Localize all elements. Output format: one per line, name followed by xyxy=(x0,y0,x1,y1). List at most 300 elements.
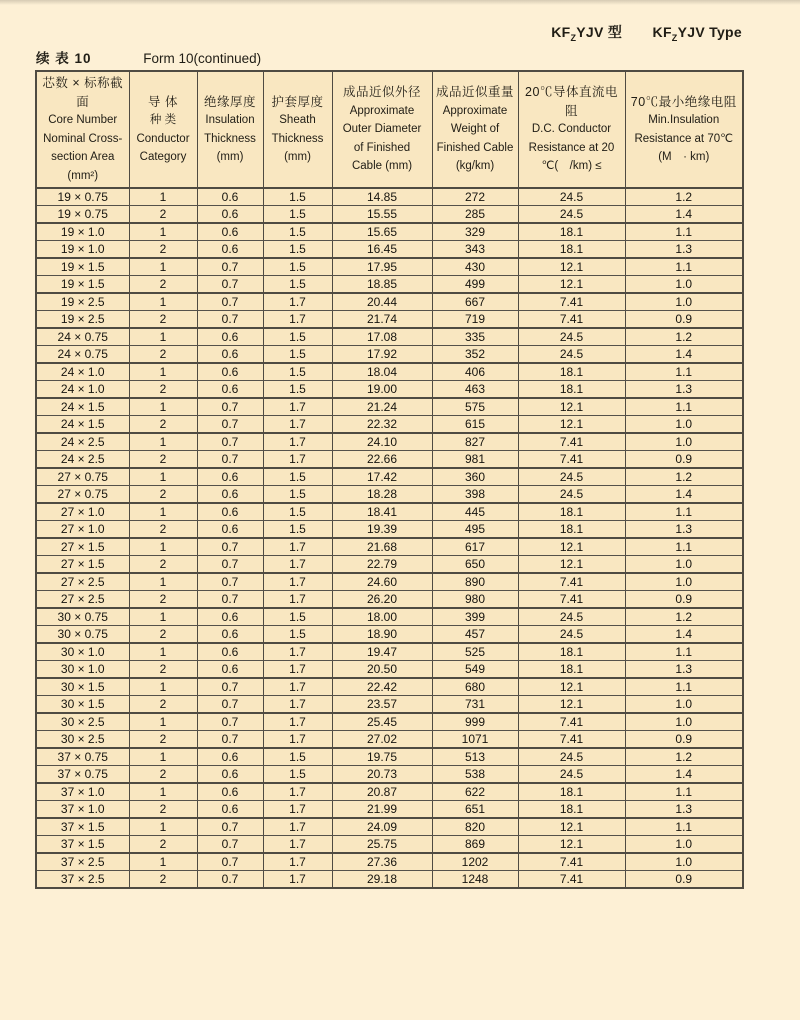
table-row xyxy=(36,293,743,311)
cell-min-insulation-resistance: 1.0 xyxy=(625,713,743,731)
cell-weight: 617 xyxy=(432,538,518,556)
cell-conductor-category: 1 xyxy=(129,853,197,871)
cell-core-size: 19 × 1.0 xyxy=(36,223,129,241)
table-row xyxy=(36,258,743,276)
cell-sheath-thickness: 1.7 xyxy=(263,783,332,801)
table-row xyxy=(36,801,743,819)
cell-conductor-category: 1 xyxy=(129,573,197,591)
column-header-sheath-thickness: 护套厚度 Sheath Thickness (mm) xyxy=(263,71,332,188)
table-row xyxy=(36,818,743,836)
cell-outer-diameter: 27.02 xyxy=(332,731,432,749)
cell-conductor-category: 2 xyxy=(129,276,197,294)
cell-min-insulation-resistance: 1.4 xyxy=(625,206,743,224)
cell-dc-resistance: 18.1 xyxy=(518,783,625,801)
page-title xyxy=(551,22,742,43)
cell-min-insulation-resistance: 1.3 xyxy=(625,801,743,819)
table-row xyxy=(36,416,743,434)
cell-weight: 890 xyxy=(432,573,518,591)
cell-sheath-thickness: 1.7 xyxy=(263,836,332,854)
cell-dc-resistance: 12.1 xyxy=(518,678,625,696)
cell-outer-diameter: 25.45 xyxy=(332,713,432,731)
cell-min-insulation-resistance: 1.1 xyxy=(625,503,743,521)
cell-outer-diameter: 20.73 xyxy=(332,766,432,784)
cell-weight: 285 xyxy=(432,206,518,224)
cell-conductor-category: 1 xyxy=(129,293,197,311)
cell-core-size: 27 × 0.75 xyxy=(36,468,129,486)
cell-min-insulation-resistance: 1.1 xyxy=(625,643,743,661)
cell-sheath-thickness: 1.5 xyxy=(263,258,332,276)
table-row xyxy=(36,223,743,241)
cell-insulation-thickness: 0.7 xyxy=(197,258,263,276)
cell-sheath-thickness: 1.5 xyxy=(263,626,332,644)
cell-dc-resistance: 7.41 xyxy=(518,713,625,731)
cell-weight: 549 xyxy=(432,661,518,679)
cell-insulation-thickness: 0.6 xyxy=(197,188,263,206)
cell-conductor-category: 2 xyxy=(129,206,197,224)
table-row xyxy=(36,643,743,661)
cell-min-insulation-resistance: 0.9 xyxy=(625,311,743,329)
cell-conductor-category: 2 xyxy=(129,241,197,259)
cell-conductor-category: 2 xyxy=(129,556,197,574)
cell-sheath-thickness: 1.7 xyxy=(263,713,332,731)
table-row xyxy=(36,783,743,801)
cell-sheath-thickness: 1.5 xyxy=(263,468,332,486)
cell-sheath-thickness: 1.5 xyxy=(263,363,332,381)
cell-conductor-category: 2 xyxy=(129,836,197,854)
cell-core-size: 30 × 0.75 xyxy=(36,626,129,644)
cell-weight: 680 xyxy=(432,678,518,696)
cell-core-size: 30 × 1.5 xyxy=(36,678,129,696)
cell-core-size: 19 × 2.5 xyxy=(36,311,129,329)
table-row xyxy=(36,398,743,416)
cell-insulation-thickness: 0.7 xyxy=(197,433,263,451)
cell-sheath-thickness: 1.7 xyxy=(263,591,332,609)
table-body xyxy=(36,188,743,888)
cell-conductor-category: 1 xyxy=(129,748,197,766)
cell-core-size: 27 × 2.5 xyxy=(36,591,129,609)
cell-sheath-thickness: 1.7 xyxy=(263,556,332,574)
table-row xyxy=(36,836,743,854)
cell-insulation-thickness: 0.6 xyxy=(197,206,263,224)
table-row xyxy=(36,276,743,294)
cell-dc-resistance: 18.1 xyxy=(518,503,625,521)
cell-outer-diameter: 24.10 xyxy=(332,433,432,451)
cell-insulation-thickness: 0.7 xyxy=(197,696,263,714)
cell-sheath-thickness: 1.5 xyxy=(263,503,332,521)
cell-outer-diameter: 17.95 xyxy=(332,258,432,276)
cell-dc-resistance: 24.5 xyxy=(518,486,625,504)
cell-sheath-thickness: 1.5 xyxy=(263,346,332,364)
cell-conductor-category: 2 xyxy=(129,591,197,609)
cell-insulation-thickness: 0.7 xyxy=(197,853,263,871)
cell-outer-diameter: 19.47 xyxy=(332,643,432,661)
cell-core-size: 27 × 1.0 xyxy=(36,521,129,539)
cell-outer-diameter: 18.85 xyxy=(332,276,432,294)
cell-insulation-thickness: 0.6 xyxy=(197,626,263,644)
table-caption xyxy=(36,47,261,67)
cell-min-insulation-resistance: 1.2 xyxy=(625,608,743,626)
column-header-conductor-category: 导 体 种 类 Conductor Category xyxy=(129,71,197,188)
cell-insulation-thickness: 0.6 xyxy=(197,241,263,259)
cell-dc-resistance: 18.1 xyxy=(518,223,625,241)
cell-min-insulation-resistance: 1.4 xyxy=(625,346,743,364)
cell-conductor-category: 1 xyxy=(129,328,197,346)
cell-sheath-thickness: 1.5 xyxy=(263,223,332,241)
cell-sheath-thickness: 1.7 xyxy=(263,293,332,311)
cell-sheath-thickness: 1.7 xyxy=(263,643,332,661)
cell-core-size: 19 × 1.5 xyxy=(36,258,129,276)
cell-insulation-thickness: 0.6 xyxy=(197,223,263,241)
column-header-min-insulation-resistance: 70℃最小绝缘电阻 Min.Insulation Resistance at 70℃ (M · km) xyxy=(625,71,743,188)
cell-core-size: 37 × 1.0 xyxy=(36,783,129,801)
cell-weight: 538 xyxy=(432,766,518,784)
cell-dc-resistance: 18.1 xyxy=(518,241,625,259)
table-row xyxy=(36,661,743,679)
cell-insulation-thickness: 0.6 xyxy=(197,346,263,364)
cell-weight: 499 xyxy=(432,276,518,294)
cell-sheath-thickness: 1.7 xyxy=(263,451,332,469)
cell-conductor-category: 1 xyxy=(129,398,197,416)
cell-conductor-category: 2 xyxy=(129,801,197,819)
cell-insulation-thickness: 0.6 xyxy=(197,661,263,679)
cell-sheath-thickness: 1.7 xyxy=(263,398,332,416)
cell-sheath-thickness: 1.5 xyxy=(263,748,332,766)
cell-dc-resistance: 7.41 xyxy=(518,311,625,329)
cell-sheath-thickness: 1.5 xyxy=(263,486,332,504)
cell-weight: 398 xyxy=(432,486,518,504)
cell-dc-resistance: 24.5 xyxy=(518,206,625,224)
cell-sheath-thickness: 1.7 xyxy=(263,871,332,889)
cell-insulation-thickness: 0.7 xyxy=(197,678,263,696)
cell-outer-diameter: 18.28 xyxy=(332,486,432,504)
cell-outer-diameter: 23.57 xyxy=(332,696,432,714)
cell-core-size: 19 × 0.75 xyxy=(36,206,129,224)
cell-dc-resistance: 18.1 xyxy=(518,363,625,381)
cell-insulation-thickness: 0.6 xyxy=(197,486,263,504)
table-row xyxy=(36,521,743,539)
cell-dc-resistance: 7.41 xyxy=(518,591,625,609)
cell-sheath-thickness: 1.5 xyxy=(263,766,332,784)
cell-outer-diameter: 26.20 xyxy=(332,591,432,609)
cell-weight: 329 xyxy=(432,223,518,241)
cell-min-insulation-resistance: 1.3 xyxy=(625,241,743,259)
cell-sheath-thickness: 1.7 xyxy=(263,801,332,819)
cell-min-insulation-resistance: 1.0 xyxy=(625,416,743,434)
table-row xyxy=(36,871,743,889)
cell-dc-resistance: 12.1 xyxy=(518,556,625,574)
cell-weight: 445 xyxy=(432,503,518,521)
cell-outer-diameter: 25.75 xyxy=(332,836,432,854)
cell-dc-resistance: 24.5 xyxy=(518,608,625,626)
cell-weight: 513 xyxy=(432,748,518,766)
cell-sheath-thickness: 1.5 xyxy=(263,206,332,224)
cell-conductor-category: 1 xyxy=(129,643,197,661)
cell-dc-resistance: 24.5 xyxy=(518,346,625,364)
cell-core-size: 30 × 2.5 xyxy=(36,731,129,749)
cell-weight: 463 xyxy=(432,381,518,399)
cell-sheath-thickness: 1.5 xyxy=(263,608,332,626)
cell-outer-diameter: 18.41 xyxy=(332,503,432,521)
cell-core-size: 19 × 0.75 xyxy=(36,188,129,206)
cell-conductor-category: 1 xyxy=(129,188,197,206)
cell-dc-resistance: 12.1 xyxy=(518,538,625,556)
cell-sheath-thickness: 1.5 xyxy=(263,241,332,259)
cell-core-size: 37 × 0.75 xyxy=(36,748,129,766)
cell-insulation-thickness: 0.6 xyxy=(197,328,263,346)
table-row xyxy=(36,591,743,609)
table-caption-zh: 续 表 10 xyxy=(36,51,92,66)
cell-weight: 575 xyxy=(432,398,518,416)
cell-weight: 981 xyxy=(432,451,518,469)
cell-insulation-thickness: 0.7 xyxy=(197,818,263,836)
cell-insulation-thickness: 0.7 xyxy=(197,311,263,329)
cell-outer-diameter: 18.90 xyxy=(332,626,432,644)
cell-min-insulation-resistance: 1.0 xyxy=(625,556,743,574)
cell-sheath-thickness: 1.5 xyxy=(263,328,332,346)
cell-weight: 272 xyxy=(432,188,518,206)
cell-outer-diameter: 22.66 xyxy=(332,451,432,469)
table-row xyxy=(36,713,743,731)
cell-insulation-thickness: 0.6 xyxy=(197,748,263,766)
cell-min-insulation-resistance: 1.4 xyxy=(625,486,743,504)
cell-conductor-category: 1 xyxy=(129,433,197,451)
cell-insulation-thickness: 0.6 xyxy=(197,783,263,801)
table-row xyxy=(36,311,743,329)
cell-core-size: 24 × 0.75 xyxy=(36,328,129,346)
cell-min-insulation-resistance: 1.4 xyxy=(625,766,743,784)
cell-weight: 820 xyxy=(432,818,518,836)
cell-core-size: 19 × 2.5 xyxy=(36,293,129,311)
cell-min-insulation-resistance: 1.1 xyxy=(625,783,743,801)
cell-dc-resistance: 12.1 xyxy=(518,398,625,416)
cell-weight: 980 xyxy=(432,591,518,609)
cell-conductor-category: 2 xyxy=(129,626,197,644)
cell-conductor-category: 2 xyxy=(129,486,197,504)
cell-dc-resistance: 18.1 xyxy=(518,521,625,539)
cell-outer-diameter: 19.75 xyxy=(332,748,432,766)
cell-insulation-thickness: 0.6 xyxy=(197,801,263,819)
cell-outer-diameter: 17.08 xyxy=(332,328,432,346)
cell-outer-diameter: 21.99 xyxy=(332,801,432,819)
cell-core-size: 27 × 1.5 xyxy=(36,556,129,574)
cell-insulation-thickness: 0.7 xyxy=(197,276,263,294)
cell-weight: 651 xyxy=(432,801,518,819)
cell-insulation-thickness: 0.7 xyxy=(197,451,263,469)
cell-min-insulation-resistance: 1.2 xyxy=(625,328,743,346)
cell-dc-resistance: 7.41 xyxy=(518,451,625,469)
cell-weight: 667 xyxy=(432,293,518,311)
cell-insulation-thickness: 0.7 xyxy=(197,416,263,434)
cell-core-size: 37 × 2.5 xyxy=(36,871,129,889)
cell-weight: 406 xyxy=(432,363,518,381)
cell-min-insulation-resistance: 1.0 xyxy=(625,293,743,311)
cell-conductor-category: 1 xyxy=(129,363,197,381)
cell-min-insulation-resistance: 1.0 xyxy=(625,433,743,451)
cell-min-insulation-resistance: 1.0 xyxy=(625,573,743,591)
cell-min-insulation-resistance: 1.2 xyxy=(625,748,743,766)
cell-sheath-thickness: 1.5 xyxy=(263,521,332,539)
cell-sheath-thickness: 1.7 xyxy=(263,678,332,696)
cell-dc-resistance: 7.41 xyxy=(518,731,625,749)
cell-outer-diameter: 20.87 xyxy=(332,783,432,801)
cell-core-size: 27 × 2.5 xyxy=(36,573,129,591)
cell-core-size: 37 × 1.5 xyxy=(36,836,129,854)
cell-dc-resistance: 24.5 xyxy=(518,328,625,346)
cell-insulation-thickness: 0.6 xyxy=(197,521,263,539)
cell-outer-diameter: 16.45 xyxy=(332,241,432,259)
table-row xyxy=(36,206,743,224)
table-row xyxy=(36,451,743,469)
cell-core-size: 30 × 1.5 xyxy=(36,696,129,714)
cell-conductor-category: 2 xyxy=(129,451,197,469)
cell-conductor-category: 2 xyxy=(129,381,197,399)
cell-weight: 352 xyxy=(432,346,518,364)
cell-min-insulation-resistance: 1.0 xyxy=(625,836,743,854)
cell-weight: 399 xyxy=(432,608,518,626)
cell-conductor-category: 1 xyxy=(129,818,197,836)
table-row xyxy=(36,328,743,346)
cell-insulation-thickness: 0.6 xyxy=(197,381,263,399)
cell-min-insulation-resistance: 1.0 xyxy=(625,696,743,714)
cell-insulation-thickness: 0.7 xyxy=(197,871,263,889)
cell-outer-diameter: 15.65 xyxy=(332,223,432,241)
cell-outer-diameter: 22.42 xyxy=(332,678,432,696)
table-row xyxy=(36,538,743,556)
cell-weight: 335 xyxy=(432,328,518,346)
cell-core-size: 24 × 1.5 xyxy=(36,416,129,434)
cell-insulation-thickness: 0.7 xyxy=(197,573,263,591)
cell-core-size: 19 × 1.5 xyxy=(36,276,129,294)
cell-sheath-thickness: 1.7 xyxy=(263,573,332,591)
cell-outer-diameter: 29.18 xyxy=(332,871,432,889)
table-caption-en: Form 10(continued) xyxy=(143,51,262,66)
cell-outer-diameter: 17.42 xyxy=(332,468,432,486)
cell-dc-resistance: 24.5 xyxy=(518,626,625,644)
cell-dc-resistance: 18.1 xyxy=(518,643,625,661)
cell-outer-diameter: 17.92 xyxy=(332,346,432,364)
cell-dc-resistance: 12.1 xyxy=(518,258,625,276)
cell-conductor-category: 2 xyxy=(129,521,197,539)
cell-dc-resistance: 24.5 xyxy=(518,766,625,784)
cell-dc-resistance: 12.1 xyxy=(518,836,625,854)
cell-weight: 1071 xyxy=(432,731,518,749)
cell-weight: 827 xyxy=(432,433,518,451)
cell-conductor-category: 2 xyxy=(129,696,197,714)
cell-insulation-thickness: 0.7 xyxy=(197,398,263,416)
cell-insulation-thickness: 0.7 xyxy=(197,556,263,574)
cell-conductor-category: 2 xyxy=(129,416,197,434)
cell-conductor-category: 2 xyxy=(129,346,197,364)
cell-dc-resistance: 18.1 xyxy=(518,661,625,679)
cell-weight: 615 xyxy=(432,416,518,434)
table-row xyxy=(36,346,743,364)
cell-core-size: 37 × 1.5 xyxy=(36,818,129,836)
cell-outer-diameter: 24.09 xyxy=(332,818,432,836)
cell-insulation-thickness: 0.6 xyxy=(197,363,263,381)
spec-table-container xyxy=(35,70,742,889)
cell-dc-resistance: 12.1 xyxy=(518,818,625,836)
cell-outer-diameter: 24.60 xyxy=(332,573,432,591)
cell-weight: 622 xyxy=(432,783,518,801)
cell-sheath-thickness: 1.7 xyxy=(263,853,332,871)
cell-core-size: 24 × 1.0 xyxy=(36,381,129,399)
cell-core-size: 30 × 1.0 xyxy=(36,643,129,661)
cell-weight: 525 xyxy=(432,643,518,661)
cell-core-size: 19 × 1.0 xyxy=(36,241,129,259)
cell-insulation-thickness: 0.7 xyxy=(197,591,263,609)
column-header-weight: 成品近似重量 Approximate Weight of Finished Cable (kg/km) xyxy=(432,71,518,188)
cell-insulation-thickness: 0.6 xyxy=(197,608,263,626)
cell-core-size: 24 × 2.5 xyxy=(36,433,129,451)
cell-core-size: 27 × 1.5 xyxy=(36,538,129,556)
cell-insulation-thickness: 0.6 xyxy=(197,468,263,486)
cell-min-insulation-resistance: 1.1 xyxy=(625,398,743,416)
cell-min-insulation-resistance: 1.1 xyxy=(625,678,743,696)
cell-conductor-category: 1 xyxy=(129,678,197,696)
cell-dc-resistance: 24.5 xyxy=(518,188,625,206)
cell-outer-diameter: 19.00 xyxy=(332,381,432,399)
cell-core-size: 24 × 2.5 xyxy=(36,451,129,469)
cell-weight: 999 xyxy=(432,713,518,731)
cell-outer-diameter: 18.04 xyxy=(332,363,432,381)
cell-min-insulation-resistance: 1.1 xyxy=(625,818,743,836)
column-header-outer-diameter: 成品近似外径 Approximate Outer Diameter of Finished Cable (mm) xyxy=(332,71,432,188)
cell-weight: 1202 xyxy=(432,853,518,871)
cell-outer-diameter: 22.32 xyxy=(332,416,432,434)
cell-outer-diameter: 21.74 xyxy=(332,311,432,329)
table-header-row xyxy=(36,71,743,188)
cell-min-insulation-resistance: 1.2 xyxy=(625,188,743,206)
cell-outer-diameter: 18.00 xyxy=(332,608,432,626)
table-row xyxy=(36,363,743,381)
cell-min-insulation-resistance: 1.0 xyxy=(625,853,743,871)
cell-insulation-thickness: 0.6 xyxy=(197,503,263,521)
page-title-en: $KF_ZYJV$ Type xyxy=(652,24,742,43)
cell-outer-diameter: 14.85 xyxy=(332,188,432,206)
cell-conductor-category: 2 xyxy=(129,731,197,749)
cell-dc-resistance: 12.1 xyxy=(518,696,625,714)
cell-conductor-category: 2 xyxy=(129,311,197,329)
cell-weight: 1248 xyxy=(432,871,518,889)
cell-min-insulation-resistance: 1.3 xyxy=(625,521,743,539)
cell-outer-diameter: 21.24 xyxy=(332,398,432,416)
cell-dc-resistance: 12.1 xyxy=(518,276,625,294)
cell-conductor-category: 1 xyxy=(129,258,197,276)
table-row xyxy=(36,433,743,451)
cell-min-insulation-resistance: 1.1 xyxy=(625,223,743,241)
cell-min-insulation-resistance: 1.1 xyxy=(625,258,743,276)
table-row xyxy=(36,766,743,784)
table-row xyxy=(36,696,743,714)
cell-outer-diameter: 19.39 xyxy=(332,521,432,539)
table-row xyxy=(36,626,743,644)
cell-core-size: 37 × 1.0 xyxy=(36,801,129,819)
cell-weight: 650 xyxy=(432,556,518,574)
cell-min-insulation-resistance: 1.1 xyxy=(625,363,743,381)
cell-conductor-category: 1 xyxy=(129,783,197,801)
cell-dc-resistance: 7.41 xyxy=(518,871,625,889)
cell-core-size: 37 × 0.75 xyxy=(36,766,129,784)
cell-conductor-category: 1 xyxy=(129,713,197,731)
cell-core-size: 37 × 2.5 xyxy=(36,853,129,871)
table-row xyxy=(36,486,743,504)
cell-weight: 495 xyxy=(432,521,518,539)
cell-conductor-category: 2 xyxy=(129,871,197,889)
cell-outer-diameter: 20.50 xyxy=(332,661,432,679)
cell-conductor-category: 1 xyxy=(129,468,197,486)
cell-min-insulation-resistance: 1.3 xyxy=(625,381,743,399)
cell-min-insulation-resistance: 1.2 xyxy=(625,468,743,486)
